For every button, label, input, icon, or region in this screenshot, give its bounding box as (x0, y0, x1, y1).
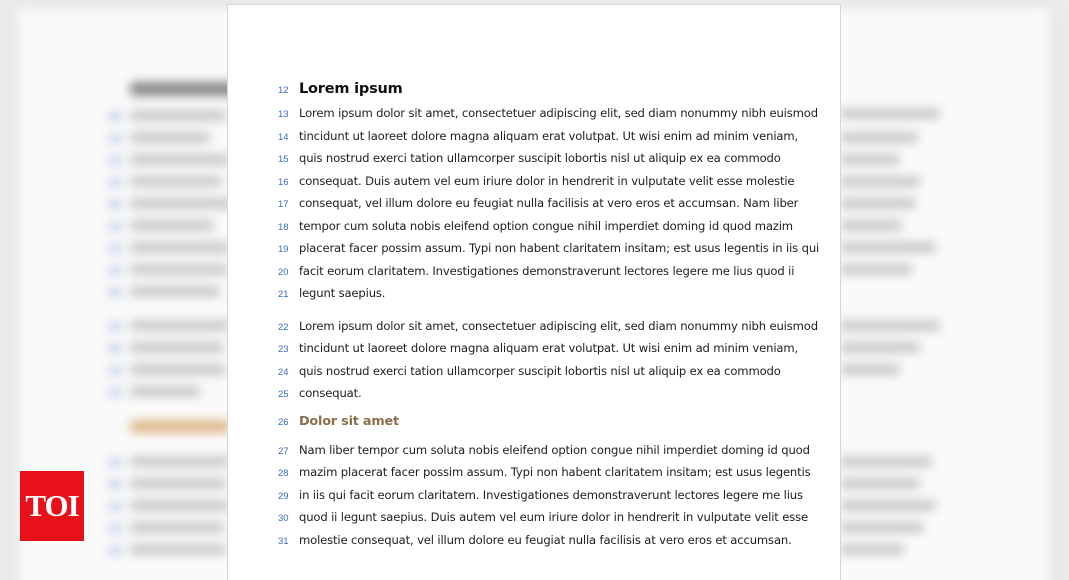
line-text: consequat. Duis autem vel eum iriure dolor in hendrerit in vulputate velit esse molestie (299, 173, 795, 188)
line-text: facit eorum claritatem. Investigationes demonstraverunt lectores legere me lius quod ii (299, 263, 795, 278)
line-text: quis nostrud exerci tation ullamcorper suscipit lobortis nisl ut aliquip ex ea commodo (299, 363, 781, 378)
line-number: 26 (278, 416, 289, 428)
text-line (278, 484, 803, 507)
document-content (278, 76, 820, 551)
text-line (278, 170, 798, 193)
line-text: tincidunt ut laoreet dolore magna aliquam erat volutpat. Ut wisi enim ad minim veniam, (299, 128, 799, 143)
text-line (278, 237, 820, 260)
line-number: 31 (278, 535, 289, 547)
document-page (227, 4, 841, 580)
line-text: legunt saepius. (299, 286, 386, 300)
line-number: 28 (278, 468, 289, 479)
text-line (278, 147, 798, 170)
text-line (278, 260, 798, 283)
text-line (278, 506, 808, 529)
line-text: Lorem ipsum dolor sit amet, consectetuer adipiscing elit, sed diam nonummy nibh euismod (299, 318, 818, 333)
text-line (278, 461, 811, 484)
line-text: placerat facer possim assum. Typi non habent claritatem insitam; est usus legentis in iis qui (299, 241, 820, 255)
text-line (278, 125, 798, 148)
line-number: 18 (278, 221, 289, 233)
line-number: 20 (278, 266, 289, 278)
text-line (278, 215, 798, 238)
line-number: 29 (278, 490, 289, 502)
line-number: 27 (278, 445, 289, 457)
line-number: 15 (278, 154, 289, 165)
paragraph-1 (278, 102, 820, 305)
line-text: tincidunt ut laoreet dolore magna aliquam erat volutpat. Ut wisi enim ad minim veniam, (299, 341, 799, 355)
line-text: quis nostrud exerci tation ullamcorper suscipit lobortis nisl ut aliquip ex ea commodo (299, 151, 781, 165)
subheading-row (278, 405, 798, 439)
line-number: 23 (278, 344, 289, 355)
paragraph-2 (278, 315, 818, 405)
line-text: in iis qui facit eorum claritatem. Investigationes demonstraverunt lectores legere me lius (299, 487, 803, 502)
line-number: 17 (278, 199, 289, 210)
paragraph-3 (278, 439, 811, 552)
line-text: tempor cum soluta nobis eleifend option congue nihil imperdiet doming id quod mazim (299, 218, 793, 233)
toi-logo (20, 471, 84, 541)
line-number: 22 (278, 321, 289, 333)
subheading-title: Dolor sit amet (299, 413, 399, 429)
text-line (278, 382, 798, 405)
line-number: 14 (278, 131, 289, 143)
line-number: 30 (278, 513, 289, 524)
text-line (278, 315, 818, 338)
line-text: molestie consequat, vel illum dolore eu feugiat nulla facilisis at vero eros et accumsan. (299, 532, 792, 547)
text-line (278, 337, 798, 360)
line-text: Nam liber tempor cum soluta nobis eleifend option congue nihil imperdiet doming id quod (299, 442, 810, 457)
line-text: consequat, vel illum dolore eu feugiat nulla facilisis at vero eros et accumsan. Nam liber (299, 196, 799, 210)
line-number: 24 (278, 366, 289, 378)
line-text: Lorem ipsum dolor sit amet, consectetuer adipiscing elit, sed diam nonummy nibh euismod (299, 106, 818, 120)
line-number: 16 (278, 176, 289, 188)
text-line (278, 282, 798, 305)
heading-title: Lorem ipsum (299, 81, 403, 97)
text-line (278, 360, 798, 383)
text-line (278, 439, 810, 462)
text-line (278, 192, 798, 215)
line-text: consequat. (299, 386, 362, 400)
line-number: 21 (278, 289, 289, 300)
line-number: 13 (278, 109, 289, 120)
text-line (278, 102, 818, 125)
line-text: quod ii legunt saepius. Duis autem vel eum iriure dolor in hendrerit in vulputate velit esse (299, 510, 808, 524)
line-number: 19 (278, 244, 289, 255)
line-text: mazim placerat facer possim assum. Typi non habent claritatem insitam; est usus legentis (299, 465, 811, 479)
heading-row (278, 76, 798, 102)
line-number: 12 (278, 85, 289, 96)
line-number: 25 (278, 389, 289, 400)
text-line (278, 529, 798, 552)
logo-text: TOI (25, 488, 79, 523)
